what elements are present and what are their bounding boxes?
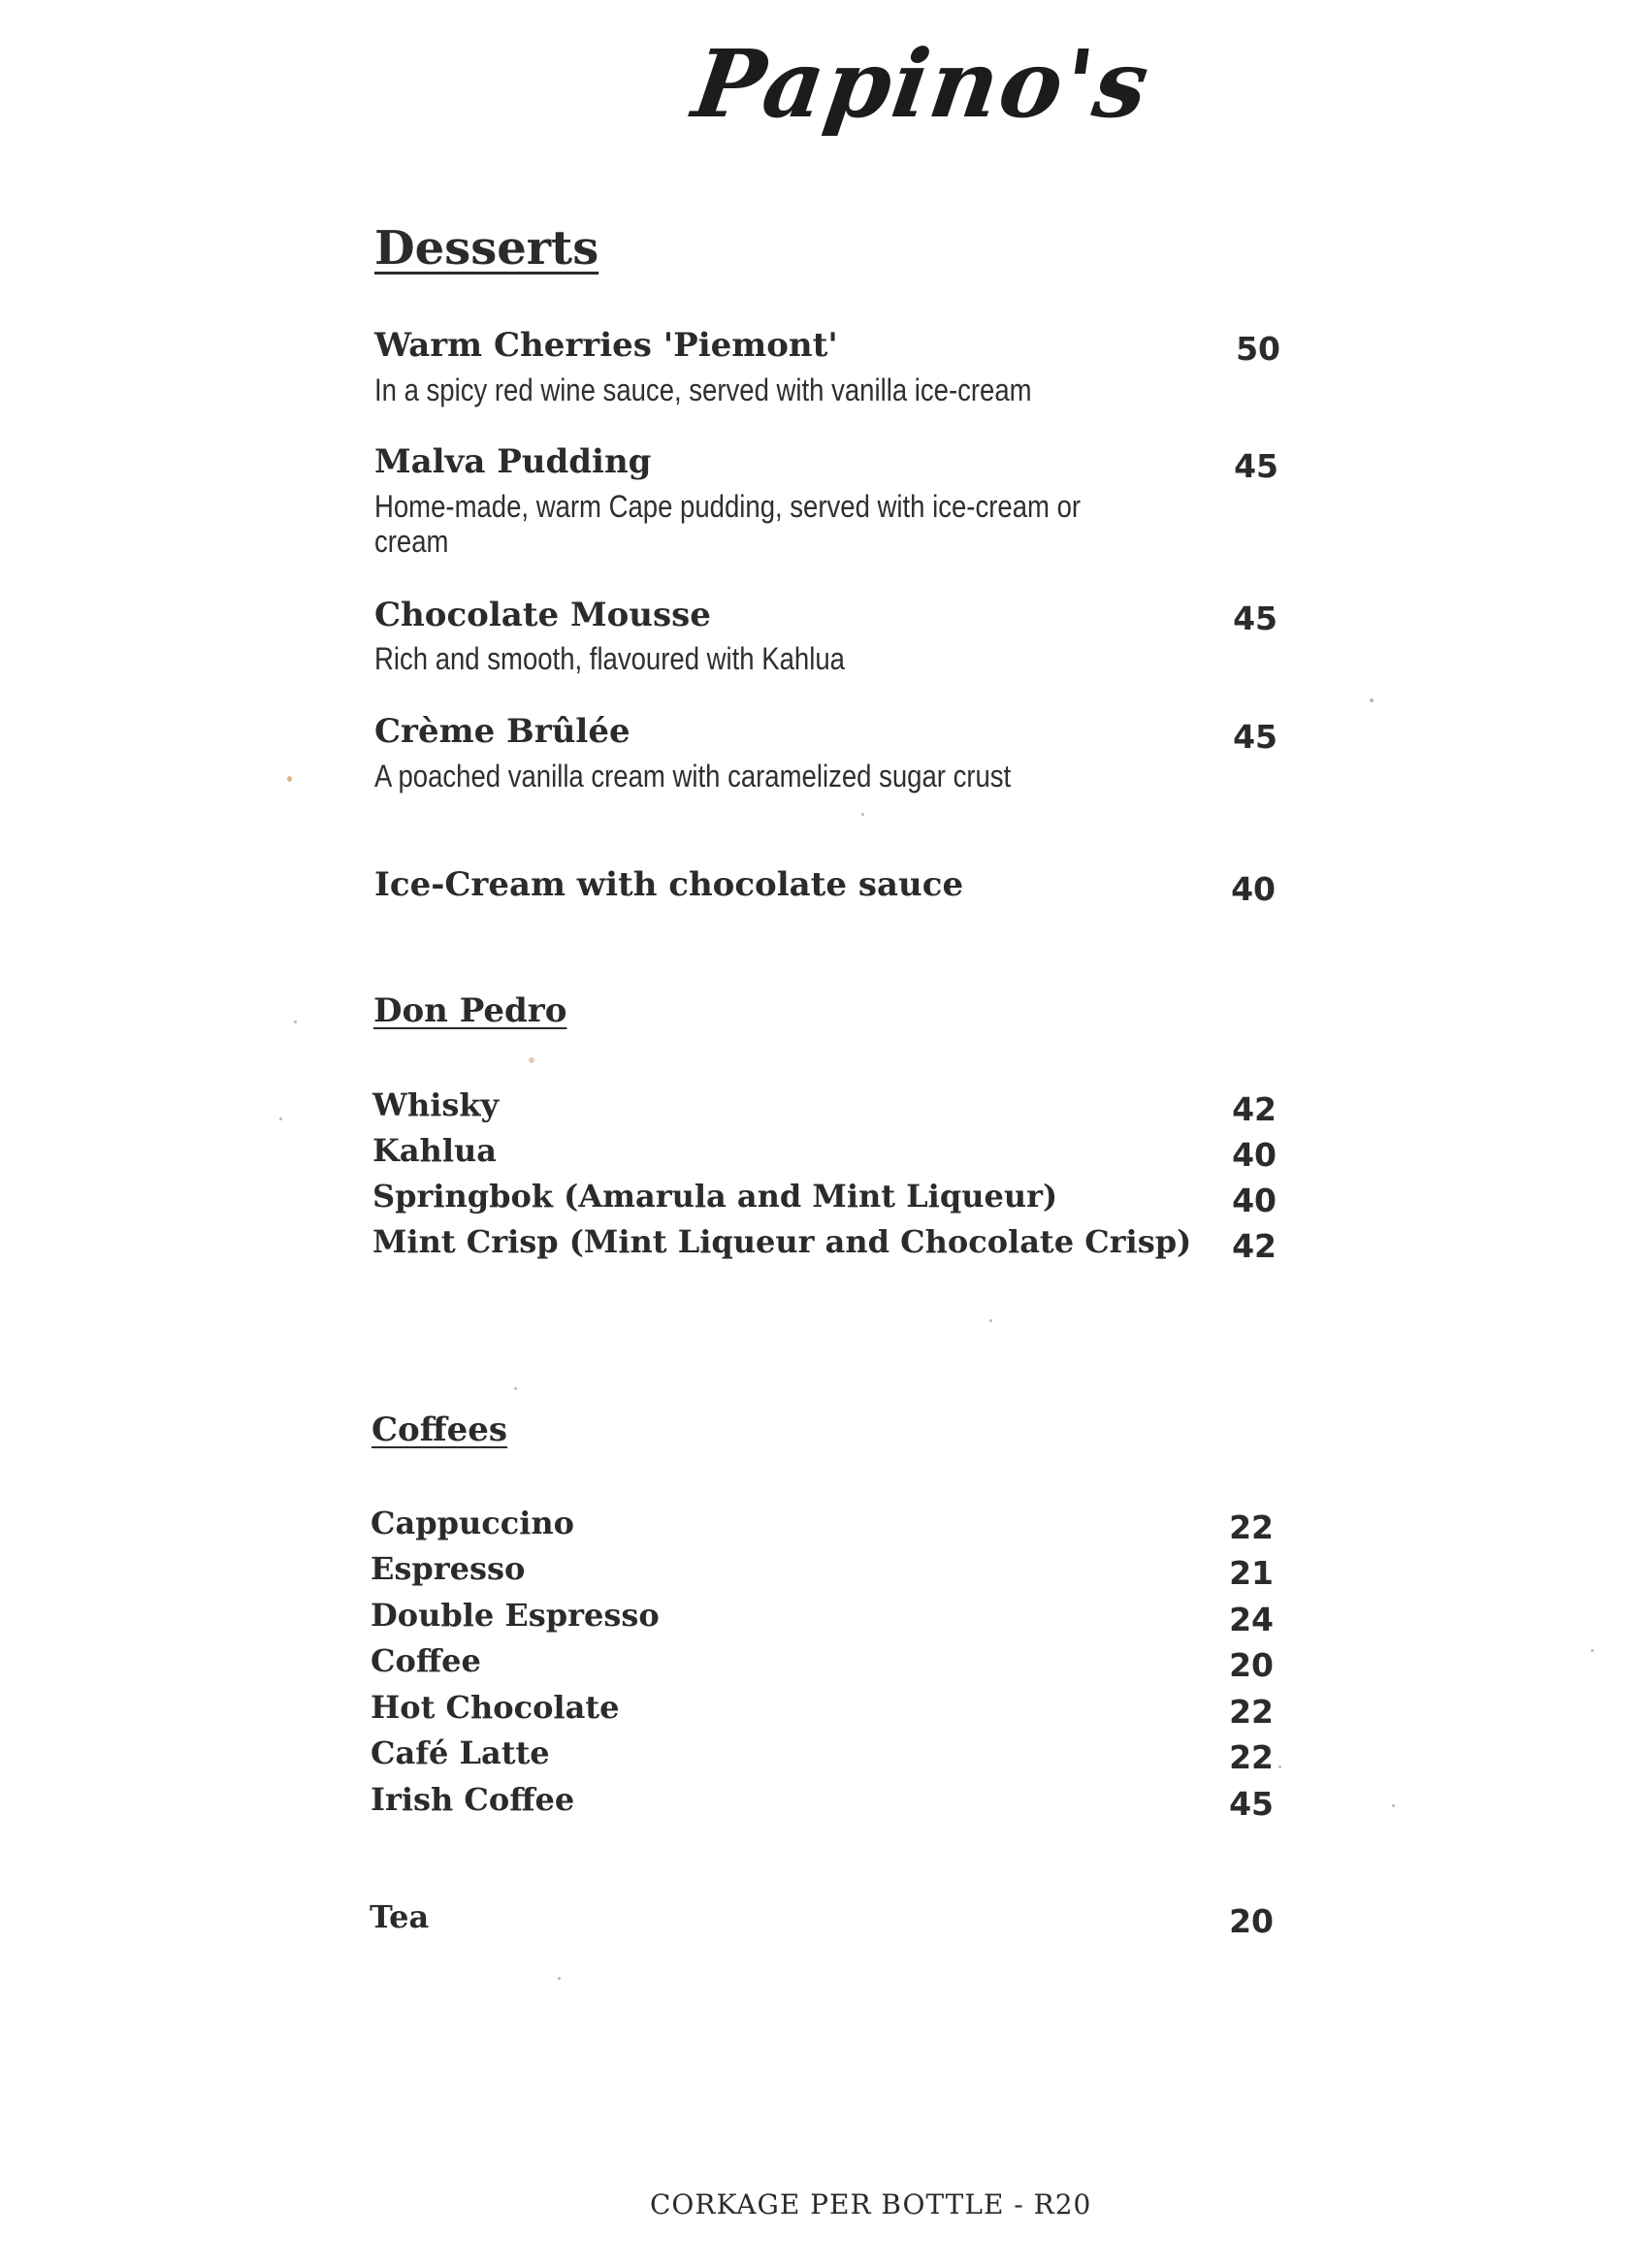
dessert-item-price: 40	[1231, 870, 1276, 908]
dessert-item-description: Home-made, warm Cape pudding, served with ice-cream or cream	[374, 489, 1082, 559]
scan-speck	[1392, 1804, 1395, 1807]
scan-speck	[558, 1977, 561, 1980]
dessert-item-description: A poached vanilla cream with caramelized sugar crust	[374, 759, 1012, 794]
coffee-item-price: 22	[1229, 1738, 1274, 1776]
dessert-item-name: Malva Pudding	[374, 442, 652, 481]
scan-speck	[1591, 1649, 1594, 1652]
don-pedro-item-name: Mint Crisp (Mint Liqueur and Chocolate Crisp)	[372, 1223, 1192, 1260]
coffee-item-name: Hot Chocolate	[371, 1689, 620, 1726]
don-pedro-item-name: Whisky	[372, 1086, 500, 1123]
coffee-item-name: Irish Coffee	[371, 1781, 575, 1818]
dessert-item-name: Ice-Cream with chocolate sauce	[374, 865, 964, 904]
dessert-item-name: Chocolate Mousse	[374, 596, 711, 634]
restaurant-logo: Papino's	[687, 29, 1157, 139]
don-pedro-item-price: 40	[1232, 1136, 1277, 1174]
coffee-item-name: Double Espresso	[371, 1597, 660, 1634]
coffees-heading: Coffees	[372, 1410, 508, 1449]
scan-speck	[287, 776, 292, 782]
scan-speck	[1278, 1766, 1281, 1768]
don-pedro-item-name: Springbok (Amarula and Mint Liqueur)	[372, 1178, 1058, 1215]
dessert-item-price: 45	[1234, 447, 1278, 485]
scan-speck	[279, 1118, 282, 1120]
don-pedro-heading: Don Pedro	[373, 991, 567, 1030]
coffee-item-name: Café Latte	[371, 1734, 550, 1771]
dessert-item-price: 45	[1233, 599, 1277, 637]
don-pedro-item-price: 42	[1232, 1227, 1277, 1265]
dessert-item-description: Rich and smooth, flavoured with Kahlua	[374, 641, 845, 676]
scan-speck	[989, 1319, 992, 1322]
dessert-item-price: 50	[1236, 330, 1280, 368]
coffee-item-name: Cappuccino	[371, 1505, 574, 1541]
tea-item-price: 20	[1229, 1902, 1274, 1940]
don-pedro-item-name: Kahlua	[372, 1132, 497, 1169]
scan-speck	[294, 1021, 297, 1023]
coffee-item-price: 45	[1229, 1785, 1274, 1823]
desserts-heading: Desserts	[374, 221, 599, 275]
coffee-item-price: 22	[1229, 1508, 1274, 1546]
coffee-item-price: 24	[1229, 1601, 1274, 1638]
coffee-item-name: Espresso	[371, 1550, 526, 1587]
don-pedro-item-price: 42	[1232, 1090, 1277, 1128]
corkage-note: CORKAGE PER BOTTLE - R20	[650, 2188, 1092, 2220]
tea-item-name: Tea	[370, 1898, 430, 1935]
scan-speck	[1370, 698, 1374, 702]
coffee-item-name: Coffee	[371, 1642, 481, 1679]
dessert-item-name: Crème Brûlée	[374, 712, 630, 751]
coffee-item-price: 21	[1229, 1554, 1274, 1592]
scan-speck	[861, 813, 864, 816]
scan-speck	[529, 1057, 534, 1063]
scan-speck	[514, 1387, 517, 1390]
dessert-item-name: Warm Cherries 'Piemont'	[374, 326, 838, 365]
dessert-item-description: In a spicy red wine sauce, served with vanilla ice-cream	[374, 373, 1032, 407]
coffee-item-price: 20	[1229, 1646, 1274, 1684]
coffee-item-price: 22	[1229, 1693, 1274, 1731]
don-pedro-item-price: 40	[1232, 1182, 1277, 1219]
dessert-item-price: 45	[1233, 718, 1277, 756]
